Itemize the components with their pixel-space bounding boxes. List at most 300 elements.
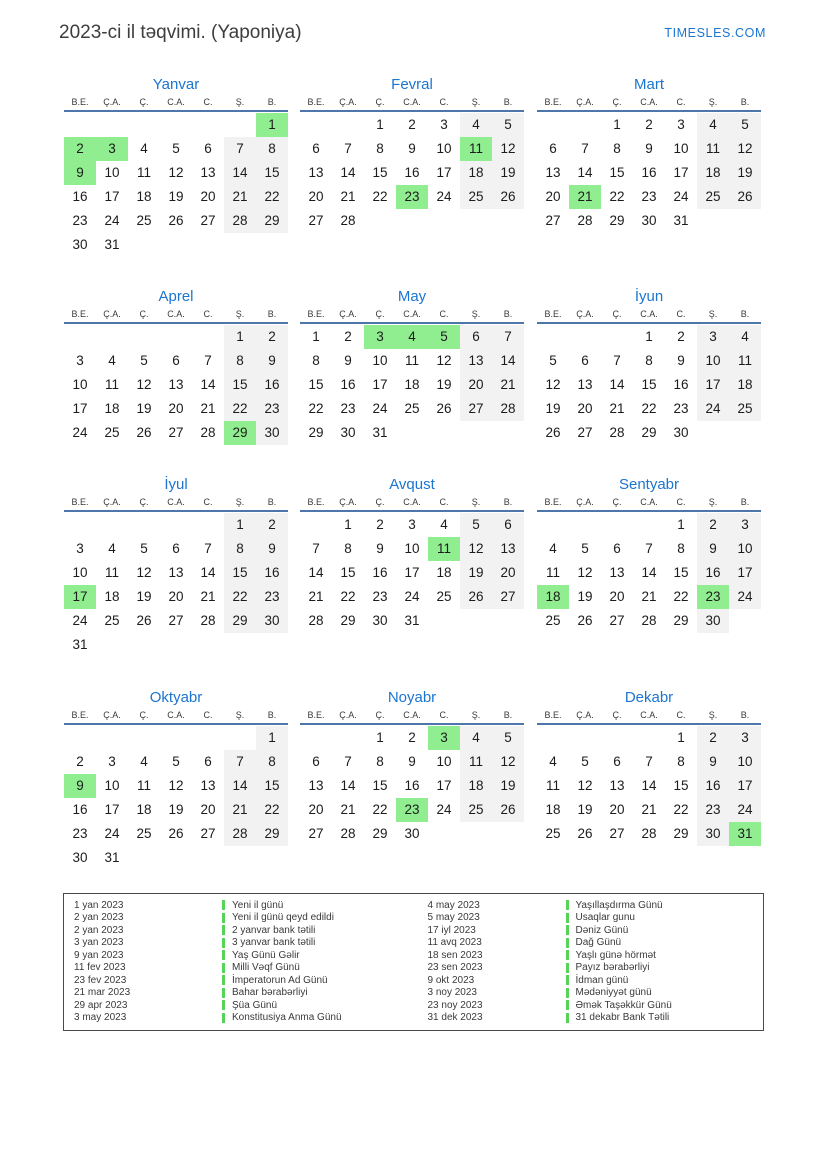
day-cell: 20 [609, 589, 625, 604]
legend-label: Şüa Günü [232, 999, 278, 1011]
week-row [537, 774, 761, 798]
day-cell: 25 [545, 826, 561, 841]
weekday-header: Ç. [375, 97, 385, 107]
weekday-header: C.A. [403, 97, 421, 107]
day-cell: 31 [372, 425, 388, 440]
week-row [300, 161, 524, 185]
day-cell: 25 [729, 397, 761, 421]
day-cell: 25 [460, 798, 492, 822]
day-cell: 4 [549, 754, 557, 769]
day-cell: 25 [136, 213, 152, 228]
day-cell: 10 [404, 541, 420, 556]
day-cell: 12 [492, 750, 524, 774]
day-cell: 4 [697, 113, 729, 137]
day-cell: 9 [256, 537, 288, 561]
weekday-header: C. [203, 497, 213, 507]
day-cell: 7 [204, 541, 212, 556]
holiday-day-cell: 1 [256, 113, 288, 137]
day-cell: 9 [645, 141, 653, 156]
month-days [537, 325, 761, 445]
holiday-day-cell: 23 [396, 185, 428, 209]
week-row [537, 798, 761, 822]
day-cell: 23 [372, 589, 388, 604]
day-cell: 6 [172, 353, 180, 368]
empty-day-cell [96, 633, 128, 657]
month-days [64, 113, 288, 257]
week-row [300, 822, 524, 846]
legend-date: 4 may 2023 [427, 899, 480, 911]
day-cell: 15 [673, 778, 689, 793]
empty-day-cell [332, 113, 364, 137]
weekday-header: Ç. [375, 710, 385, 720]
day-cell: 25 [404, 401, 420, 416]
day-cell: 1 [376, 117, 384, 132]
day-cell: 29 [372, 826, 388, 841]
empty-day-cell [633, 513, 665, 537]
day-cell: 14 [224, 774, 256, 798]
day-cell: 20 [200, 189, 216, 204]
month-days [64, 726, 288, 870]
empty-day-cell [601, 513, 633, 537]
day-cell: 12 [492, 137, 524, 161]
day-cell: 20 [168, 401, 184, 416]
day-cell: 17 [729, 774, 761, 798]
month-days [537, 513, 761, 633]
day-cell: 22 [256, 185, 288, 209]
day-cell: 13 [492, 537, 524, 561]
empty-day-cell [697, 209, 729, 233]
day-cell: 9 [677, 353, 685, 368]
day-cell: 12 [577, 778, 593, 793]
day-cell: 21 [609, 401, 625, 416]
day-cell: 22 [372, 802, 388, 817]
month-days [537, 726, 761, 846]
empty-day-cell [601, 726, 633, 750]
day-cell: 19 [168, 802, 184, 817]
month-days [300, 513, 524, 633]
empty-day-cell [64, 113, 96, 137]
day-cell: 24 [436, 189, 452, 204]
weekday-header: C. [676, 710, 686, 720]
weekday-header-row [300, 497, 524, 512]
day-cell: 24 [729, 585, 761, 609]
weekday-header: B. [740, 710, 750, 720]
day-cell: 27 [168, 613, 184, 628]
week-row [300, 726, 524, 750]
month-i̇yul [64, 474, 288, 657]
day-cell: 16 [404, 778, 420, 793]
week-row [300, 113, 524, 137]
holiday-legend [63, 893, 764, 1031]
empty-day-cell [492, 609, 524, 633]
day-cell: 11 [697, 137, 729, 161]
day-cell: 26 [436, 401, 452, 416]
day-cell: 14 [224, 161, 256, 185]
month-days [64, 325, 288, 445]
day-cell: 11 [136, 165, 151, 180]
holiday-day-cell: 3 [428, 726, 460, 750]
week-row [537, 561, 761, 585]
day-cell: 2 [697, 513, 729, 537]
day-cell: 18 [460, 774, 492, 798]
legend-row [64, 999, 414, 1011]
holiday-day-cell: 5 [428, 325, 460, 349]
legend-row [414, 962, 764, 974]
day-cell: 6 [204, 141, 212, 156]
day-cell: 4 [108, 541, 116, 556]
day-cell: 24 [372, 401, 388, 416]
day-cell: 1 [613, 117, 621, 132]
empty-day-cell [128, 513, 160, 537]
day-cell: 1 [344, 517, 352, 532]
day-cell: 13 [609, 778, 625, 793]
empty-day-cell [332, 726, 364, 750]
week-row [537, 822, 761, 846]
weekday-header: B.E. [71, 309, 89, 319]
month-title: Mart [634, 76, 664, 93]
week-row [300, 325, 524, 349]
month-title: Yanvar [152, 76, 200, 93]
weekday-header-row [64, 710, 288, 725]
week-row [64, 349, 288, 373]
month-title: Noyabr [387, 689, 437, 706]
day-cell: 15 [340, 565, 356, 580]
empty-day-cell [192, 113, 224, 137]
weekday-header: B.E. [544, 497, 562, 507]
empty-day-cell [428, 609, 460, 633]
day-cell: 7 [224, 137, 256, 161]
empty-day-cell [192, 726, 224, 750]
legend-row [414, 912, 764, 924]
legend-date: 1 yan 2023 [74, 899, 124, 911]
weekday-header: B.E. [307, 97, 325, 107]
empty-day-cell [300, 113, 332, 137]
day-cell: 17 [436, 778, 452, 793]
empty-day-cell [396, 209, 428, 233]
weekday-header: B.E. [544, 710, 562, 720]
week-row [64, 822, 288, 846]
day-cell: 16 [641, 165, 657, 180]
empty-day-cell [160, 113, 192, 137]
empty-day-cell [192, 233, 224, 257]
day-cell: 14 [340, 778, 356, 793]
week-row [537, 421, 761, 445]
day-cell: 10 [729, 750, 761, 774]
day-cell: 6 [613, 541, 621, 556]
weekday-header: Ç.A. [339, 497, 357, 507]
weekday-header: Ş. [471, 309, 481, 319]
day-cell: 19 [492, 161, 524, 185]
holiday-day-cell: 23 [396, 798, 428, 822]
month-title: Sentyabr [618, 476, 680, 493]
week-row [64, 397, 288, 421]
day-cell: 31 [404, 613, 420, 628]
week-row [537, 349, 761, 373]
day-cell: 28 [224, 822, 256, 846]
day-cell: 30 [256, 421, 288, 445]
day-cell: 12 [136, 377, 152, 392]
weekday-header: Ş. [235, 97, 245, 107]
day-cell: 26 [460, 585, 492, 609]
legend-column [414, 899, 764, 1024]
day-cell: 5 [492, 726, 524, 750]
weekday-header: Ç. [139, 309, 149, 319]
day-cell: 11 [545, 778, 560, 793]
day-cell: 2 [76, 754, 84, 769]
day-cell: 9 [344, 353, 352, 368]
day-cell: 19 [136, 589, 152, 604]
day-cell: 6 [312, 141, 320, 156]
weekday-header: Ş. [235, 497, 245, 507]
empty-day-cell [428, 822, 460, 846]
day-cell: 3 [440, 117, 448, 132]
empty-day-cell [64, 513, 96, 537]
day-cell: 30 [72, 850, 88, 865]
weekday-header: C.A. [167, 710, 185, 720]
day-cell: 5 [140, 541, 148, 556]
day-cell: 15 [673, 565, 689, 580]
week-row [537, 750, 761, 774]
weekday-header: Ç. [139, 710, 149, 720]
empty-day-cell [160, 325, 192, 349]
day-cell: 6 [492, 513, 524, 537]
week-row [64, 209, 288, 233]
holiday-day-cell: 9 [64, 774, 96, 798]
day-cell: 27 [492, 585, 524, 609]
day-cell: 22 [256, 798, 288, 822]
day-cell: 28 [641, 826, 657, 841]
day-cell: 28 [340, 826, 356, 841]
day-cell: 21 [200, 589, 216, 604]
day-cell: 11 [545, 565, 560, 580]
month-days [537, 113, 761, 233]
empty-day-cell [569, 513, 601, 537]
day-cell: 7 [645, 541, 653, 556]
weekday-header: Ç.A. [576, 710, 594, 720]
day-cell: 25 [697, 185, 729, 209]
month-title: May [397, 288, 427, 305]
empty-day-cell [128, 633, 160, 657]
week-row [300, 137, 524, 161]
day-cell: 8 [677, 541, 685, 556]
day-cell: 6 [613, 754, 621, 769]
legend-label: Dağ Günü [575, 937, 622, 949]
day-cell: 5 [140, 353, 148, 368]
weekday-header: Ç.A. [103, 309, 121, 319]
week-row [64, 561, 288, 585]
legend-label: Yaş Günü Gəlir [232, 949, 300, 961]
day-cell: 17 [729, 561, 761, 585]
empty-day-cell [300, 726, 332, 750]
day-cell: 2 [697, 726, 729, 750]
day-cell: 14 [308, 565, 324, 580]
day-cell: 17 [673, 165, 689, 180]
day-cell: 20 [200, 802, 216, 817]
legend-row [64, 974, 414, 986]
month-may [300, 286, 524, 445]
legend-date: 31 dek 2023 [427, 1012, 483, 1024]
legend-date: 3 noy 2023 [427, 987, 477, 999]
holiday-day-cell: 3 [364, 325, 396, 349]
day-cell: 10 [72, 377, 88, 392]
legend-column [64, 899, 414, 1024]
legend-row [64, 949, 414, 961]
empty-day-cell [569, 113, 601, 137]
legend-row [64, 962, 414, 974]
week-row [537, 113, 761, 137]
weekday-header: Ş. [708, 497, 718, 507]
weekday-header: Ş. [471, 710, 481, 720]
day-cell: 12 [136, 565, 152, 580]
empty-day-cell [428, 421, 460, 445]
empty-day-cell [96, 325, 128, 349]
day-cell: 30 [673, 425, 689, 440]
month-title: İyun [634, 288, 664, 305]
day-cell: 28 [200, 425, 216, 440]
day-cell: 22 [609, 189, 625, 204]
day-cell: 12 [168, 165, 184, 180]
empty-day-cell [364, 209, 396, 233]
day-cell: 27 [308, 213, 324, 228]
day-cell: 7 [581, 141, 589, 156]
legend-date: 9 yan 2023 [74, 949, 124, 961]
weekday-header: B. [267, 309, 277, 319]
day-cell: 27 [460, 397, 492, 421]
day-cell: 30 [256, 609, 288, 633]
week-row [64, 609, 288, 633]
empty-day-cell [96, 113, 128, 137]
empty-day-cell [537, 726, 569, 750]
day-cell: 13 [308, 165, 324, 180]
day-cell: 28 [577, 213, 593, 228]
day-cell: 14 [577, 165, 593, 180]
week-row [64, 537, 288, 561]
day-cell: 4 [140, 141, 148, 156]
day-cell: 21 [200, 401, 216, 416]
week-row [537, 609, 761, 633]
day-cell: 25 [136, 826, 152, 841]
day-cell: 25 [104, 425, 120, 440]
day-cell: 4 [440, 517, 448, 532]
day-cell: 18 [697, 161, 729, 185]
week-row [64, 750, 288, 774]
week-row [300, 397, 524, 421]
weekday-header: C.A. [167, 309, 185, 319]
legend-row [64, 987, 414, 999]
week-row [537, 373, 761, 397]
legend-date: 11 avq 2023 [427, 937, 482, 949]
day-cell: 9 [697, 537, 729, 561]
day-cell: 18 [136, 189, 152, 204]
day-cell: 6 [312, 754, 320, 769]
legend-label: Dəniz Günü [575, 924, 629, 936]
day-cell: 20 [609, 802, 625, 817]
day-cell: 20 [308, 802, 324, 817]
day-cell: 26 [168, 213, 184, 228]
day-cell: 20 [168, 589, 184, 604]
day-cell: 18 [729, 373, 761, 397]
weekday-header: B. [267, 97, 277, 107]
day-cell: 29 [224, 609, 256, 633]
empty-day-cell [256, 633, 288, 657]
day-cell: 7 [613, 353, 621, 368]
weekday-header: Ç.A. [103, 97, 121, 107]
empty-day-cell [492, 421, 524, 445]
day-cell: 11 [136, 778, 151, 793]
legend-date: 11 fev 2023 [74, 962, 126, 974]
weekday-header: Ç.A. [576, 497, 594, 507]
legend-row [414, 937, 764, 949]
day-cell: 8 [256, 750, 288, 774]
day-cell: 20 [545, 189, 561, 204]
day-cell: 24 [72, 613, 88, 628]
day-cell: 26 [136, 613, 152, 628]
empty-day-cell [492, 209, 524, 233]
day-cell: 15 [256, 774, 288, 798]
empty-day-cell [569, 726, 601, 750]
day-cell: 4 [729, 325, 761, 349]
weekday-header: Ç.A. [576, 97, 594, 107]
month-mart [537, 74, 761, 233]
weekday-header: Ç. [375, 309, 385, 319]
day-cell: 29 [308, 425, 324, 440]
weekday-header: B.E. [71, 710, 89, 720]
day-cell: 1 [256, 726, 288, 750]
day-cell: 5 [172, 141, 180, 156]
empty-day-cell [96, 726, 128, 750]
day-cell: 25 [545, 613, 561, 628]
day-cell: 15 [308, 377, 324, 392]
day-cell: 14 [641, 778, 657, 793]
empty-day-cell [160, 633, 192, 657]
empty-day-cell [128, 726, 160, 750]
day-cell: 16 [72, 189, 88, 204]
day-cell: 6 [581, 353, 589, 368]
weekday-header: B. [740, 497, 750, 507]
weekday-header: B.E. [544, 97, 562, 107]
day-cell: 26 [136, 425, 152, 440]
week-row [537, 513, 761, 537]
day-cell: 16 [372, 565, 388, 580]
day-cell: 24 [729, 798, 761, 822]
legend-row [64, 1012, 414, 1024]
legend-row [414, 924, 764, 936]
day-cell: 19 [136, 401, 152, 416]
weekday-header: C.A. [167, 497, 185, 507]
day-cell: 5 [549, 353, 557, 368]
empty-day-cell [697, 421, 729, 445]
weekday-header: C.A. [403, 497, 421, 507]
weekday-header: Ç.A. [339, 710, 357, 720]
day-cell: 23 [340, 401, 356, 416]
week-row [64, 161, 288, 185]
day-cell: 23 [673, 401, 689, 416]
day-cell: 17 [404, 565, 420, 580]
weekday-header: C. [439, 309, 449, 319]
empty-day-cell [64, 325, 96, 349]
weekday-header: B.E. [544, 309, 562, 319]
day-cell: 22 [673, 802, 689, 817]
day-cell: 15 [224, 561, 256, 585]
day-cell: 26 [492, 185, 524, 209]
day-cell: 3 [697, 325, 729, 349]
weekday-header: Ş. [708, 710, 718, 720]
day-cell: 22 [673, 589, 689, 604]
holiday-day-cell: 4 [396, 325, 428, 349]
site-link[interactable]: TIMESLES.COM [664, 26, 766, 40]
day-cell: 23 [72, 213, 88, 228]
weekday-header: B.E. [71, 97, 89, 107]
